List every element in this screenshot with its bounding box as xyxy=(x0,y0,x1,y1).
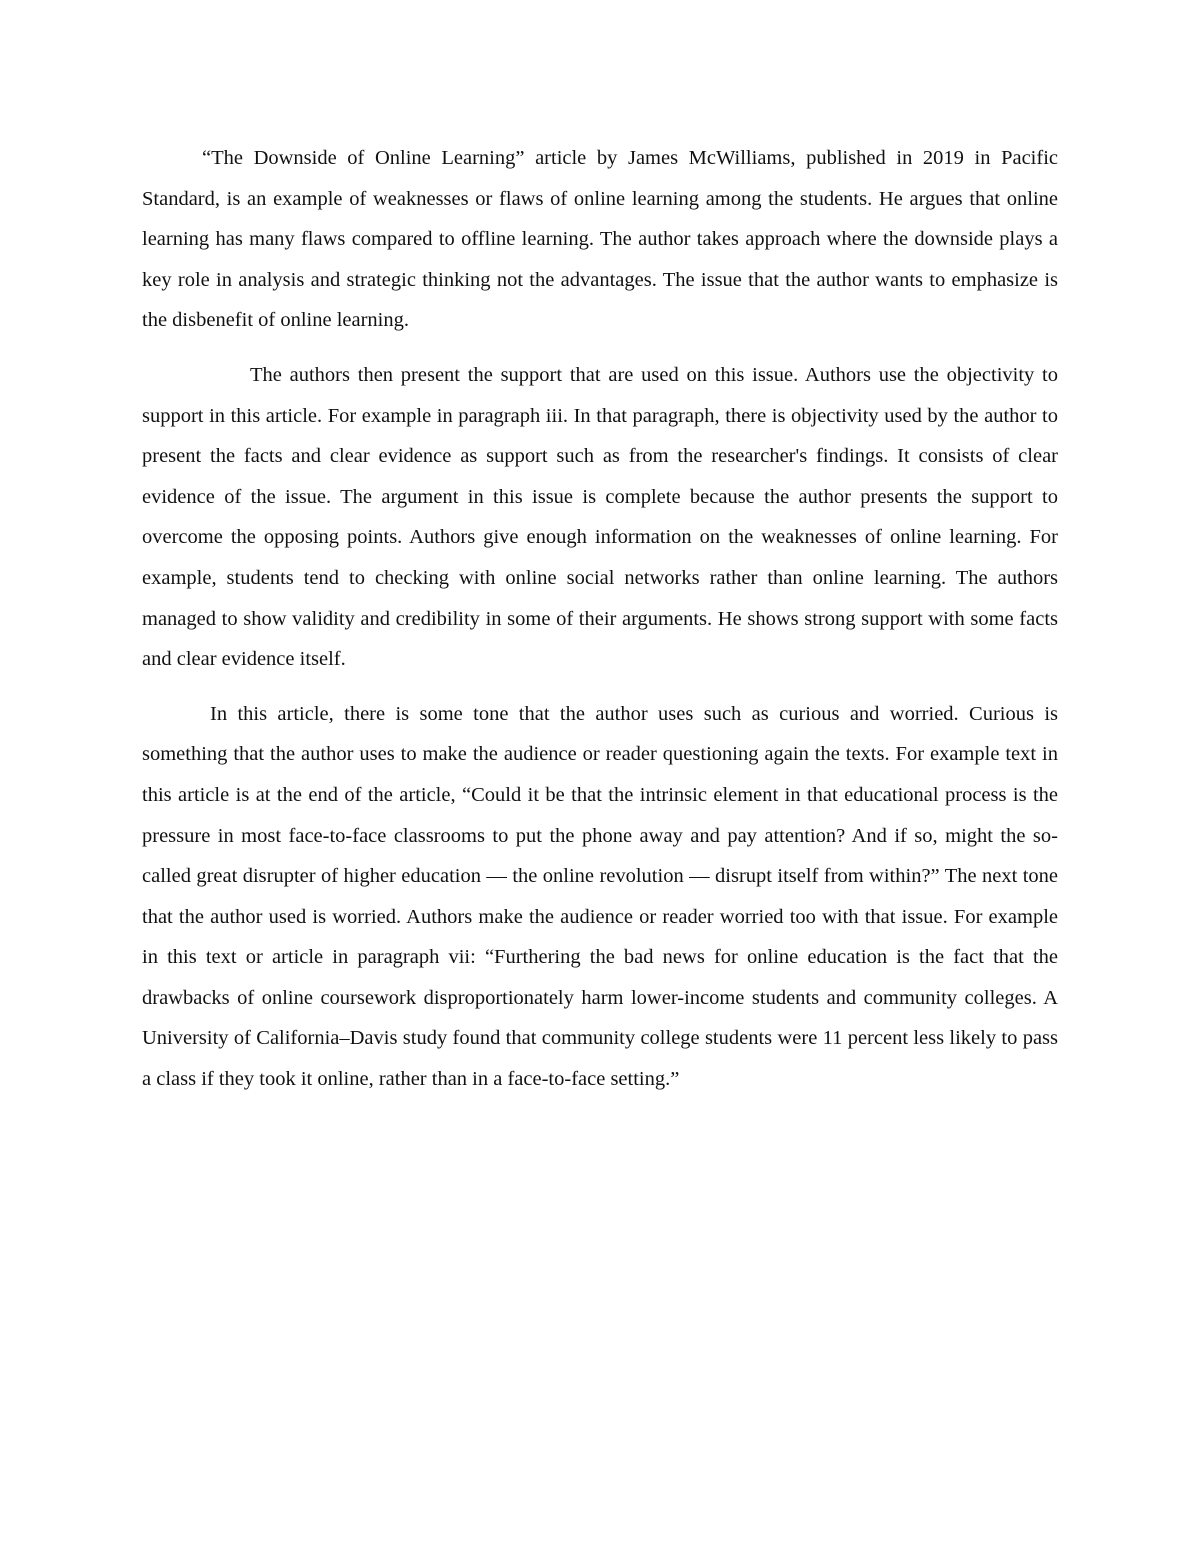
paragraph-1: “The Downside of Online Learning” article by James McWilliams, published in 2019 in Pacific Standard, is an example of weaknesses or flaws of online learning among the students. He argues that online learning has many flaws compared to offline learning. The author takes approach where the downside plays a key role in analysis and strategic thinking not the advantages. The issue that the author wants to emphasize is the disbenefit of online learning. xyxy=(142,147,1058,332)
paragraph-3: In this article, there is some tone that the author uses such as curious and worried. Curious is something that the author uses to make the audience or reader questioning again the texts. For example text in this article is at the end of the article, “Could it be that the intrinsic element in that educational process is the pressure in most face-to-face classrooms to put the phone away and pay attention? And if so, might the so-called great disrupter of higher education — the online revolution — disrupt itself from within?” The next tone that the author used is worried. Authors make the audience or reader worried too with that issue. For example in this text or article in paragraph vii: “Furthering the bad news for online education is the fact that the drawbacks of online coursework disproportionately harm lower-income students and community colleges. A University of California–Davis study found that community college students were 11 percent less likely to pass a class if they took it online, rather than in a face-to-face setting.” xyxy=(142,702,1058,1091)
document-body xyxy=(142,138,1058,1100)
paragraph-2: The authors then present the support that are used on this issue. Authors use the objectivity to support in this article. For example in paragraph iii. In that paragraph, there is objectivity used by the author to present the facts and clear evidence as support such as from the researcher's findings. It consists of clear evidence of the issue. The argument in this issue is complete because the author presents the support to overcome the opposing points. Authors give enough information on the weaknesses of online learning. For example, students tend to checking with online social networks rather than online learning. The authors managed to show validity and credibility in some of their arguments. He shows strong support with some facts and clear evidence itself. xyxy=(142,363,1058,671)
